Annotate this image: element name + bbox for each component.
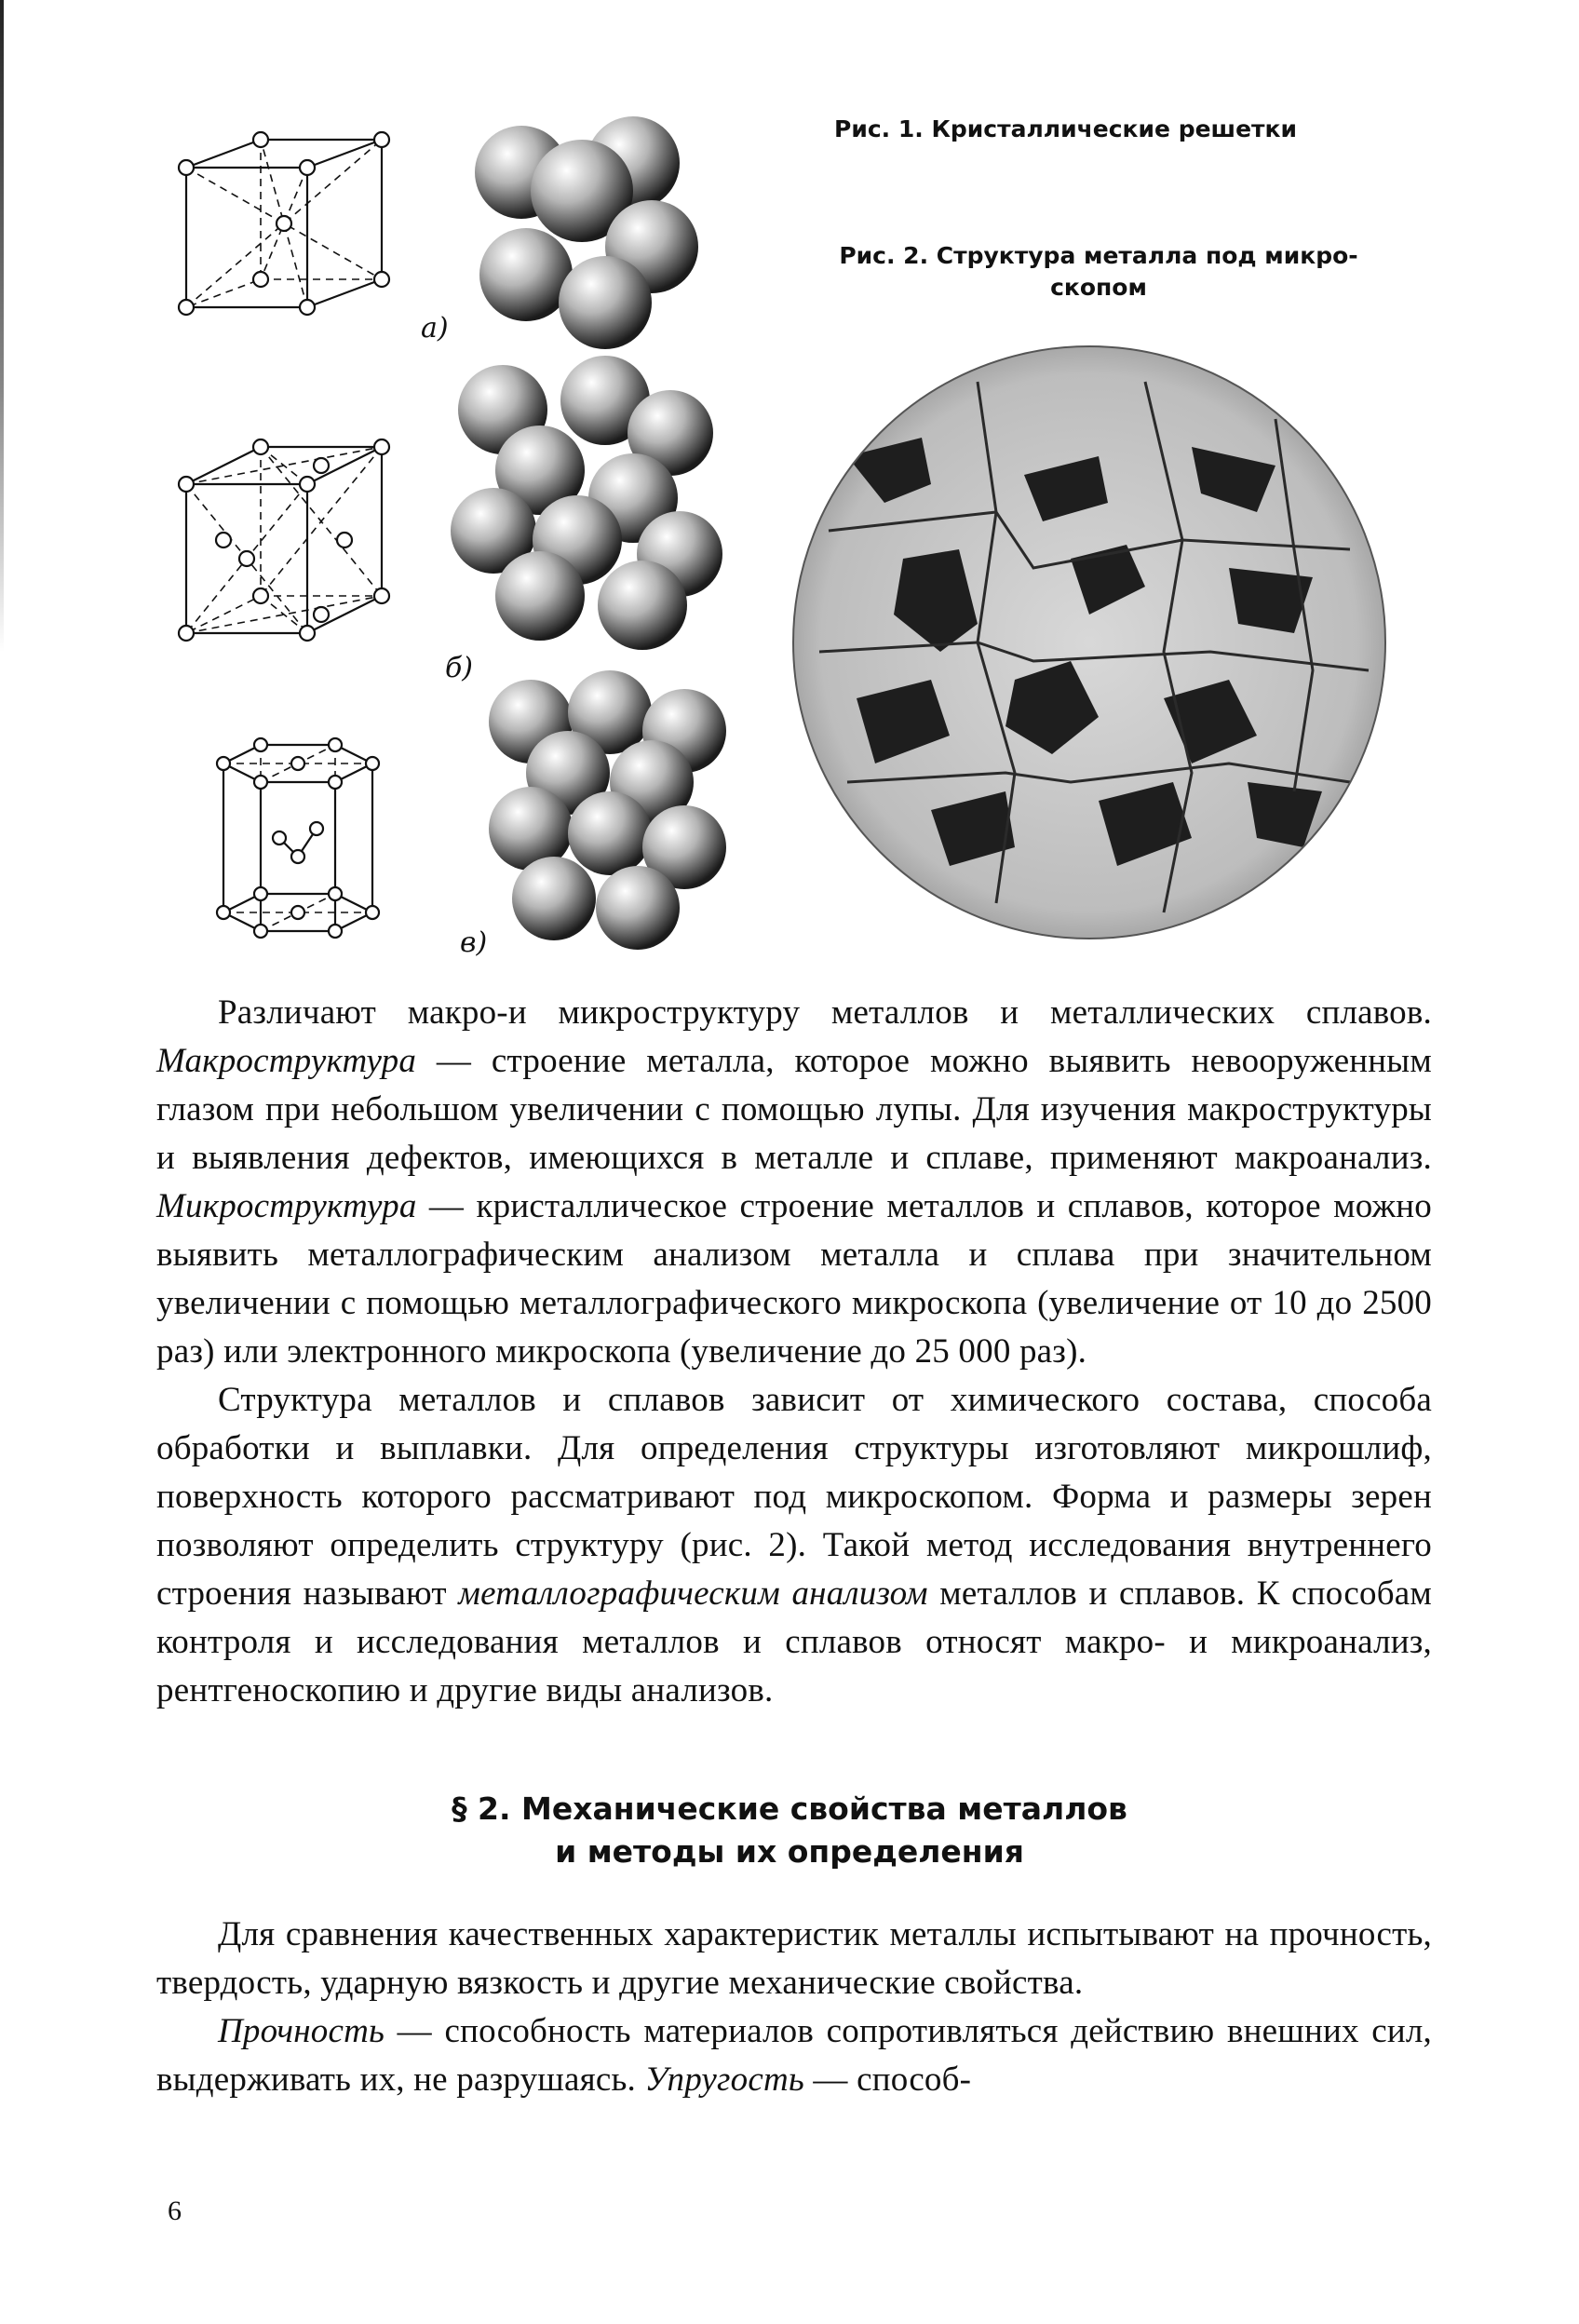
hcp-lattice-diagram xyxy=(205,717,410,968)
paragraph-mechanical-tests: Для сравнения качественных характеристик металлы испытывают на прочность, твердость, ударную вязкость и другие механические свойства. xyxy=(156,1915,1432,2002)
figure-label-a: a) xyxy=(421,312,449,345)
paragraph-structure-methods xyxy=(156,1376,1432,1715)
term-elasticity: Упругость xyxy=(644,2061,804,2099)
figure-2-caption xyxy=(801,240,1397,304)
fcc-lattice-diagram xyxy=(168,428,410,652)
section-heading xyxy=(0,1788,1579,1873)
bcc-lattice-diagram xyxy=(168,130,410,335)
paragraph-macro-micro-structure xyxy=(156,989,1432,1376)
fcc-sphere-packing xyxy=(438,358,736,656)
body-text-block-1 xyxy=(156,989,1432,1715)
paragraph-4-text-1: — способность материалов сопротивляться действию внешних сил, выдерживать их, не разрушаясь. xyxy=(156,2012,1432,2099)
paragraph-1-text-2: — строение металла, которое можно выявить невооруженным глазом при небольшом увеличении с помощью лупы. Для изучения макроструктуры и выявления дефектов, имеющихся в металле и сплаве, применяют макроанализ. xyxy=(156,1042,1432,1177)
figure-1-caption: Рис. 1. Кристаллические решетки xyxy=(834,115,1298,142)
term-metallographic-analysis: металлографическим анализом xyxy=(458,1574,928,1613)
figure-2-caption-line1: Рис. 2. Структура металла под микро- xyxy=(839,242,1358,269)
term-strength: Прочность xyxy=(218,2012,385,2050)
term-microstructure: Микроструктура xyxy=(156,1187,417,1225)
section-heading-line2: и методы их определения xyxy=(555,1833,1024,1870)
hcp-sphere-packing xyxy=(475,675,745,954)
figure-label-v: в) xyxy=(460,926,488,959)
paragraph-2-text-2: металлов и сплавов. К способам контроля и исследования металлов и сплавов относят макро- и микроанализ, рентгеноскопию и другие виды анализов. xyxy=(156,1574,1432,1709)
paragraph-1-text-1: Различают макро-и микроструктуру металлов и металлических сплавов. xyxy=(218,993,1432,1032)
term-macrostructure: Макроструктура xyxy=(156,1042,417,1080)
metal-microstructure-photo xyxy=(791,345,1387,940)
paragraph-2-text-1: Структура металлов и сплавов зависит от химического состава, способа обработки и выплавки. Для определения структуры изготовляют микрошлиф, поверхность которого рассматривают под микроскопом. Форма и размеры зерен позволяют определить структуру (рис. 2). Такой метод исследования внутреннего строения называют xyxy=(156,1381,1432,1613)
scan-edge xyxy=(0,0,4,652)
paragraph-1-text-3: — кристаллическое строение металлов и сплавов, которое можно выявить металлографическим анализом металла и сплава при значительном увеличении с помощью металлографического микроскопа (увеличение от 10 до 2500 раз) или электронного микроскопа (увеличение до 25 000 раз). xyxy=(156,1187,1432,1371)
section-heading-line1: § 2. Механические свойства металлов xyxy=(452,1790,1127,1827)
paragraph-strength-definition xyxy=(156,2007,1432,2104)
figure-label-b: б) xyxy=(445,652,474,684)
bcc-sphere-packing xyxy=(466,116,736,349)
paragraph-4-text-2: — способ- xyxy=(803,2061,972,2099)
figure-2-caption-line2: скопом xyxy=(1050,274,1147,301)
body-text-block-2 xyxy=(156,1911,1432,2104)
page-number: 6 xyxy=(168,2196,182,2226)
